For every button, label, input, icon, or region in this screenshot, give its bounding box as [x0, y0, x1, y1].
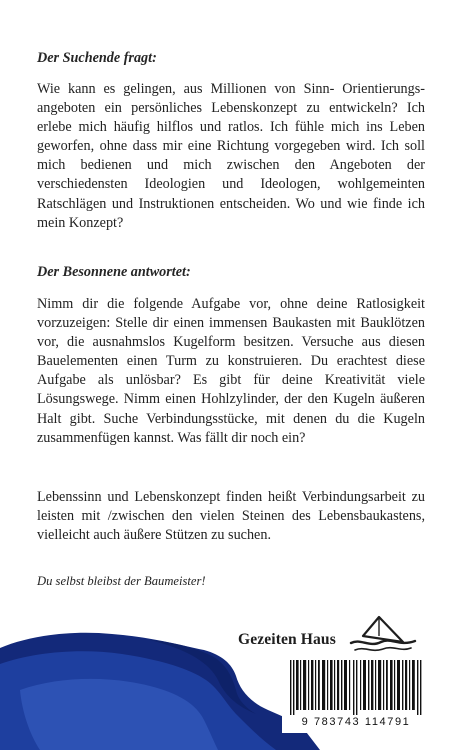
paragraph-seeker-question: Wie kann es gelingen, aus Millionen von Sinn- Orientierungsangeboten ein persönliches Lebenskonzept zu entwickeln? Ich erlebe mich häufig hilflos und ratlos. Ich fühle mich ins Leben geworfen, ohne dass mir eine Richtung vorgegeben wird. Ich soll mich bedienen und mich zwischen den Angeboten der verschiedensten Ideologien und Ideologen, wohlgemeinten Ratschlägen und Instruktionen entscheiden. Wo und wie finde ich mein Konzept?	[37, 81, 425, 231]
isbn-barcode	[282, 658, 430, 733]
closing-line: Du selbst bleibst der Baumeister!	[37, 574, 206, 588]
heading-answer: Der Besonnene antwortet:	[37, 264, 191, 280]
barcode-icon	[282, 660, 430, 715]
isbn-digits: 9 783743 114791	[301, 716, 411, 728]
paragraph-answer: Nimm dir die folgende Aufgabe vor, ohne deine Ratlosigkeit vorzuzeigen: Stelle dir einen immensen Baukasten mit Bauklötzen vor, die ausnahmslos Kugelform besitzen. Versuche aus diesen Bauelementen einen Turm zu konstruieren. Du erachtest diese Aufgabe als unlösbar? Es gibt für deine Kreativität viele Lösungswege. Nimm einen Hohlzylinder, der den Kugeln äußeren Halt gibt. Suche Verbindungsstücke, mit denen du die Kugeln zusammenfügen kannst. Was fällt dir noch ein?	[37, 296, 425, 446]
publisher-name: Gezeiten Haus	[238, 631, 336, 648]
sail-wave-logo-icon	[349, 612, 417, 654]
paragraph-conclusion: Lebenssinn und Lebenskonzept finden heißt Verbindungsarbeit zu leisten mit /zwischen den vielen Steinen des Lebensbaukastens, vielleicht auch äußere Stützen zu suchen.	[37, 489, 425, 544]
heading-seeker: Der Suchende fragt:	[37, 50, 157, 66]
